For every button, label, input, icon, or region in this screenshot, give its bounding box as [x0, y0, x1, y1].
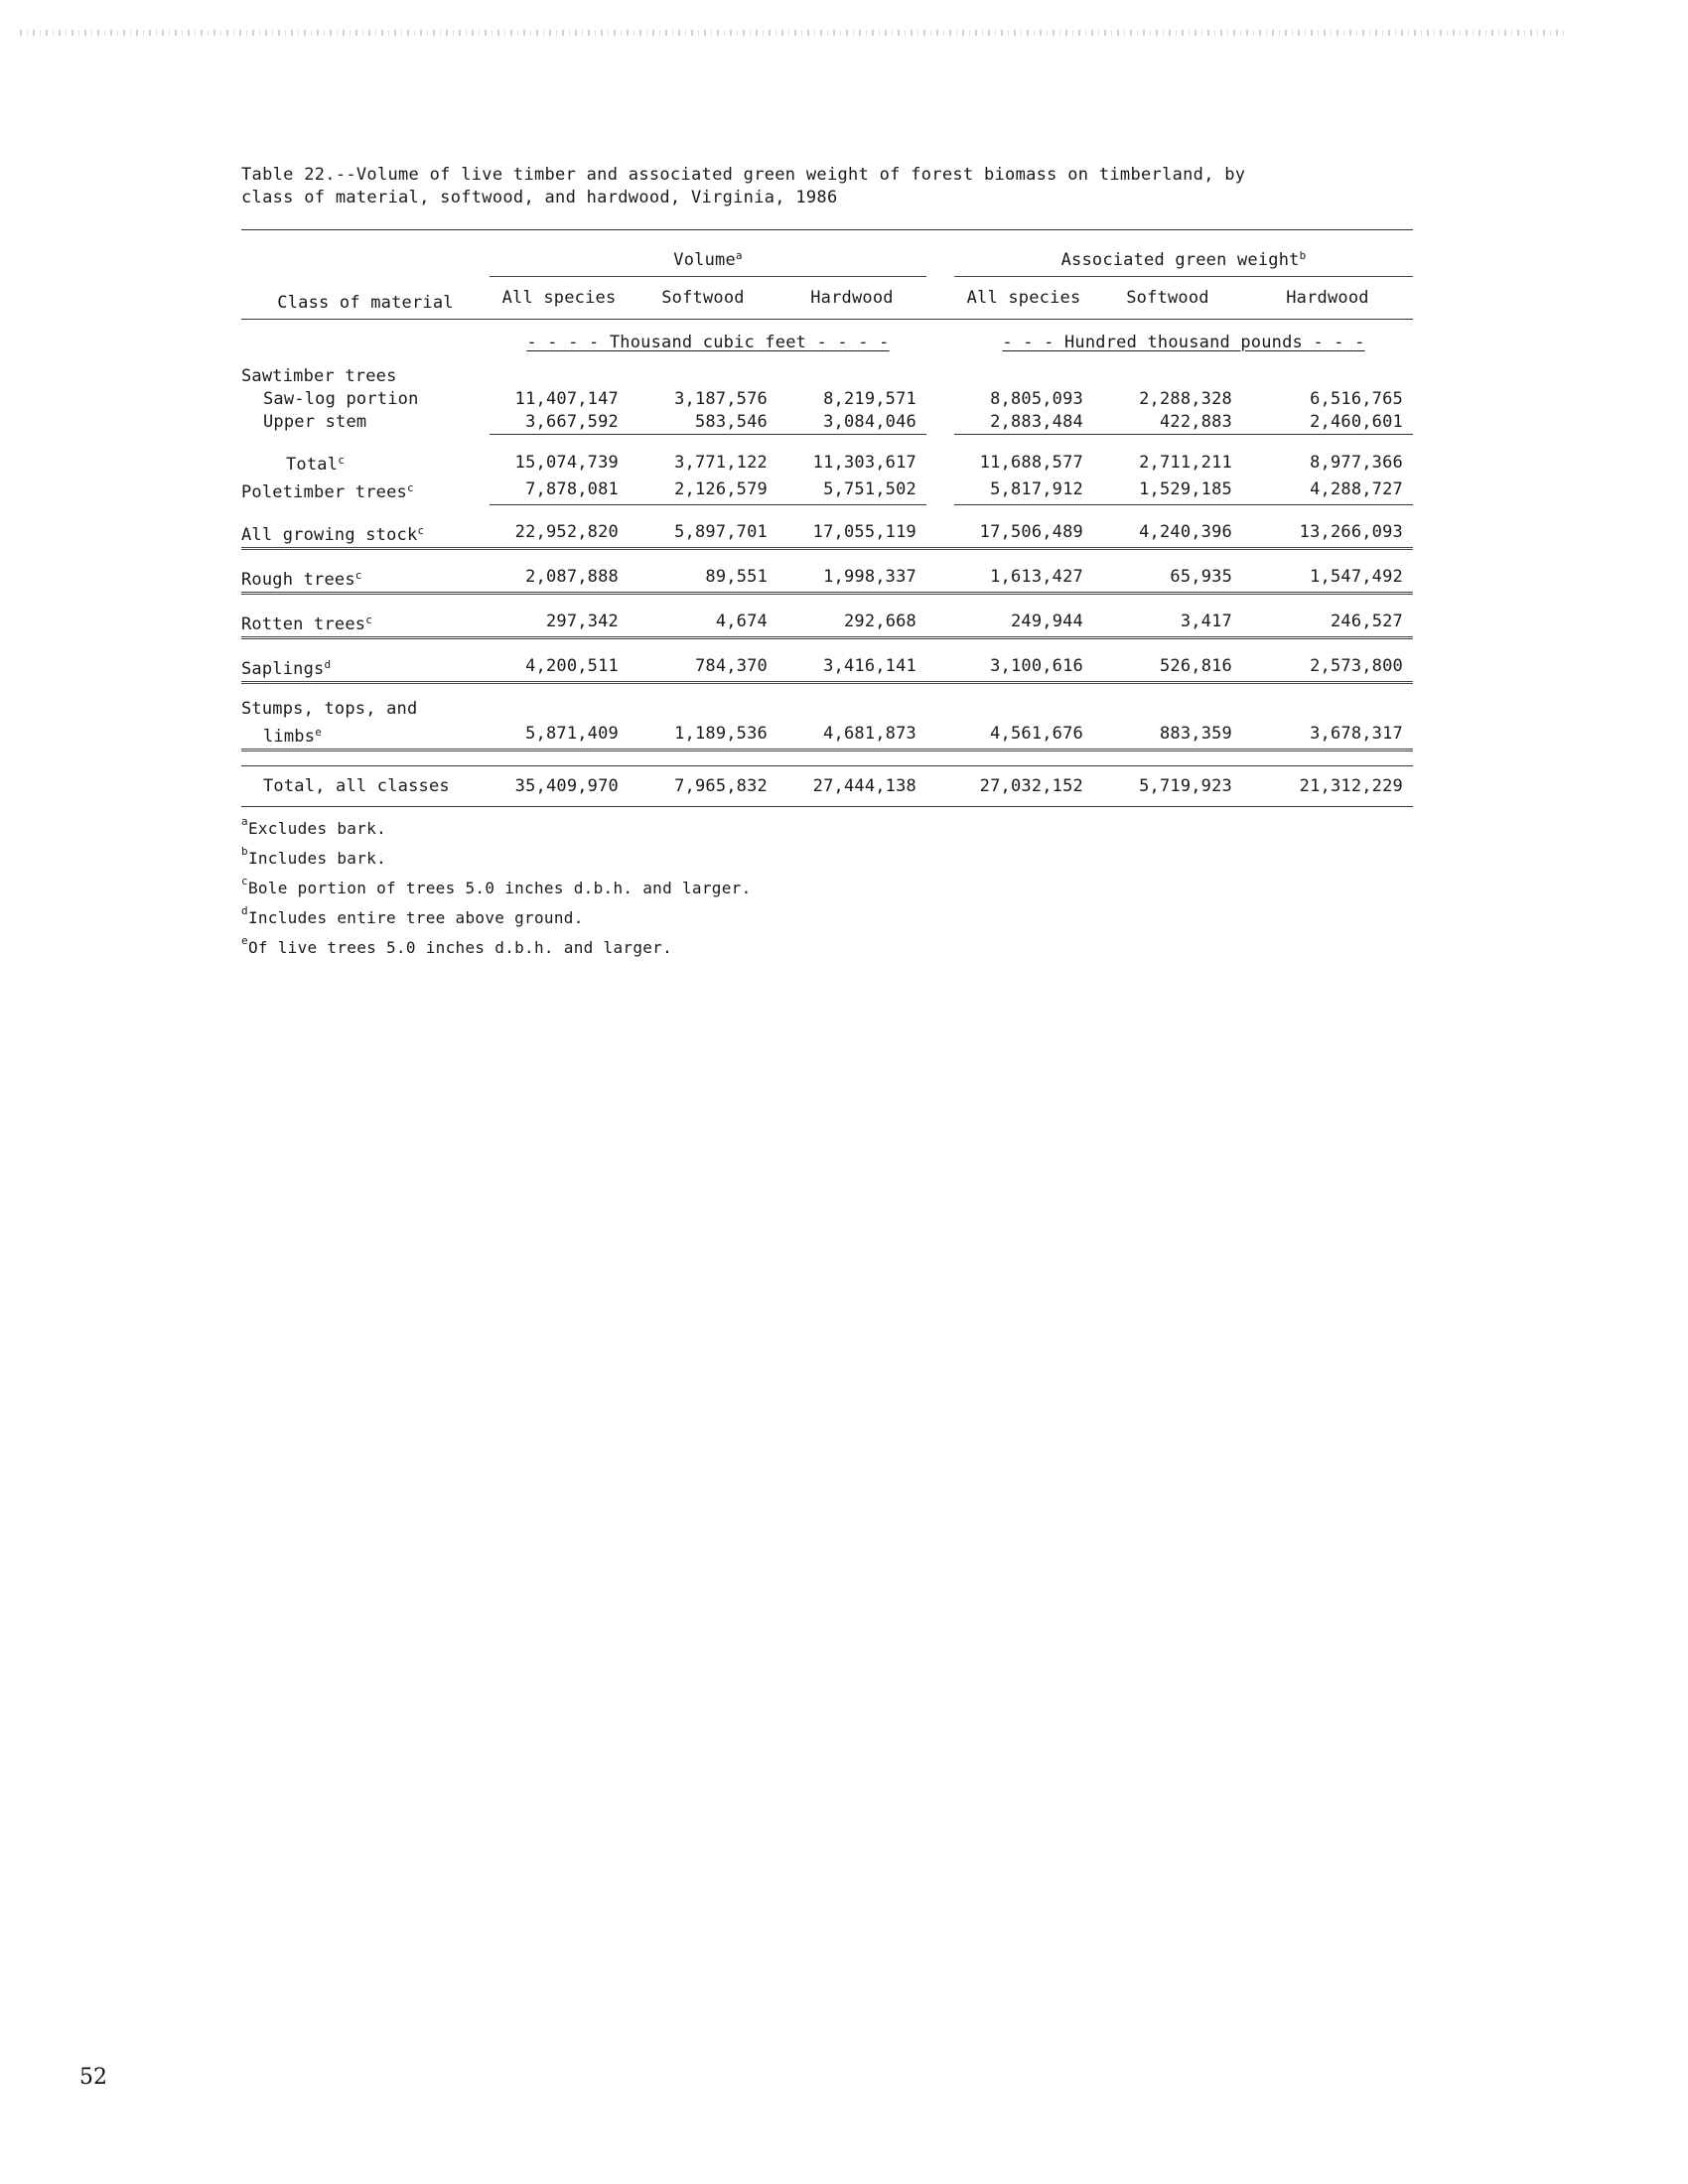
table-row: Rough trees$^c$ 2,087,888 89,551 1,998,337 1,613,427 65,935 1,547,492 [241, 564, 1413, 594]
col-header: Softwood [1093, 277, 1242, 320]
table-row: Saplings$^d$ 4,200,511 784,370 3,416,141 3,100,616 526,816 2,573,800 [241, 653, 1413, 683]
col-header: Softwood [629, 277, 777, 320]
biomass-table [241, 229, 1413, 807]
weight-units: - - - Hundred thousand pounds - - - [1002, 333, 1365, 352]
table-row: Saw-log portion 11,407,147 3,187,576 8,219,571 8,805,093 2,288,328 6,516,765 [263, 389, 1403, 409]
table-caption: Table 22.--Volume of live timber and associated green weight of forest biomass on timberland, by class of material, softwood, and hardwood, Virginia, 1986 [241, 165, 1246, 207]
footnote: $^a$Excludes bark. [241, 814, 386, 838]
footnotes [241, 815, 1413, 964]
table-row: Upper stem 3,667,592 583,546 3,084,046 2,883,484 422,883 2,460,601 [241, 411, 1413, 435]
col-header: All species [954, 277, 1093, 320]
table-row: Sawtimber trees [241, 366, 397, 386]
footnote: $^e$Of live trees 5.0 inches d.b.h. and larger. [241, 933, 673, 957]
volume-units: - - - - Thousand cubic feet - - - - [526, 333, 890, 352]
table-block [241, 164, 1413, 964]
green-weight-header: Associated green weight$^b$ [954, 230, 1413, 277]
table-row: Rotten trees$^c$ 297,342 4,674 292,668 249,944 3,417 246,527 [241, 609, 1413, 638]
col-header: Hardwood [777, 277, 926, 320]
footnote: $^c$Bole portion of trees 5.0 inches d.b.h. and larger. [241, 874, 752, 897]
footnote: $^d$Includes entire tree above ground. [241, 903, 584, 927]
table-row: Stumps, tops, and [241, 698, 418, 719]
table-row: All growing stock$^c$ 22,952,820 5,897,701 17,055,119 17,506,489 4,240,396 13,266,093 [241, 519, 1413, 549]
page-number: 52 [79, 2065, 107, 2090]
table-row: limbs$^e$ 5,871,409 1,189,536 4,681,873 4,561,676 883,359 3,678,317 [241, 721, 1413, 751]
table-row: Poletimber trees$^c$ 7,878,081 2,126,579 5,751,502 5,817,912 1,529,185 4,288,727 [241, 477, 1413, 504]
class-of-material-header: Class of material [241, 230, 490, 320]
scan-artifact [20, 30, 1569, 36]
table-row: Total$^c$ 15,074,739 3,771,122 11,303,617 11,688,577 2,711,211 8,977,366 [286, 452, 1403, 475]
volume-header: Volume$^a$ [490, 230, 926, 277]
footnote: $^b$Includes bark. [241, 844, 386, 868]
table-row-total: Total, all classes 35,409,970 7,965,832 27,444,138 27,032,152 5,719,923 21,312,229 [241, 765, 1413, 806]
col-header: All species [490, 277, 629, 320]
col-header: Hardwood [1242, 277, 1413, 320]
